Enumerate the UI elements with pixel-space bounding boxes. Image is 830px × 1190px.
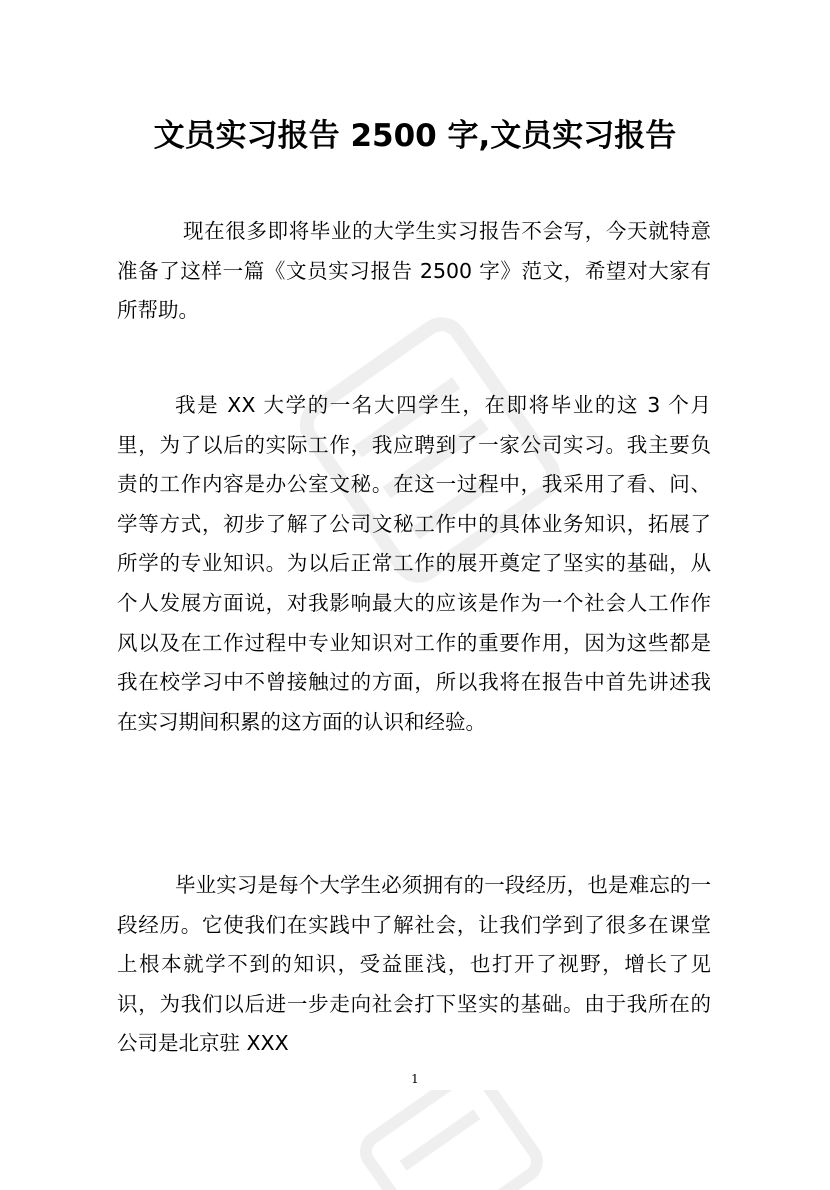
paragraph-self-introduction: 我是 XX 大学的一名大四学生，在即将毕业的这 3 个月里，为了以后的实际工作，我应聘到了一家公司实习。我主要负责的工作内容是办公室文秘。在这一过程中，我采用了看、问、学等方式，初步了解了公司文秘工作中的具体业务知识，拓展了所学的专业知识。为以后正常工作的展开奠定了坚实的基础，从个人发展方面说，对我影响最大的应该是作为一个社会人工作作风以及在工作过程中专业知识对工作的重要作用，因为这些都是我在校学习中不曾接触过的方面，所以我将在报告中首先讲述我在实习期间积累的这方面的认识和经验。 xyxy=(117,393,711,734)
page-number: 1 xyxy=(411,1072,419,1086)
paragraph-intro: 现在很多即将毕业的大学生实习报告不会写，今天就特意准备了这样一篇《文员实习报告 2500 字》范文，希望对大家有所帮助。 xyxy=(117,219,711,323)
watermark-logo-bottom xyxy=(330,1090,550,1190)
paragraph-internship-significance: 毕业实习是每个大学生必须拥有的一段经历，也是难忘的一段经历。它使我们在实践中了解社会，让我们学到了很多在课堂上根本就学不到的知识，受益匪浅，也打开了视野，增长了见识，为我们以后进一步走向社会打下坚实的基础。由于我所在的公司是北京驻 XXX xyxy=(117,873,711,1056)
document-title: 文员实习报告 2500 字,文员实习报告 xyxy=(153,118,677,154)
